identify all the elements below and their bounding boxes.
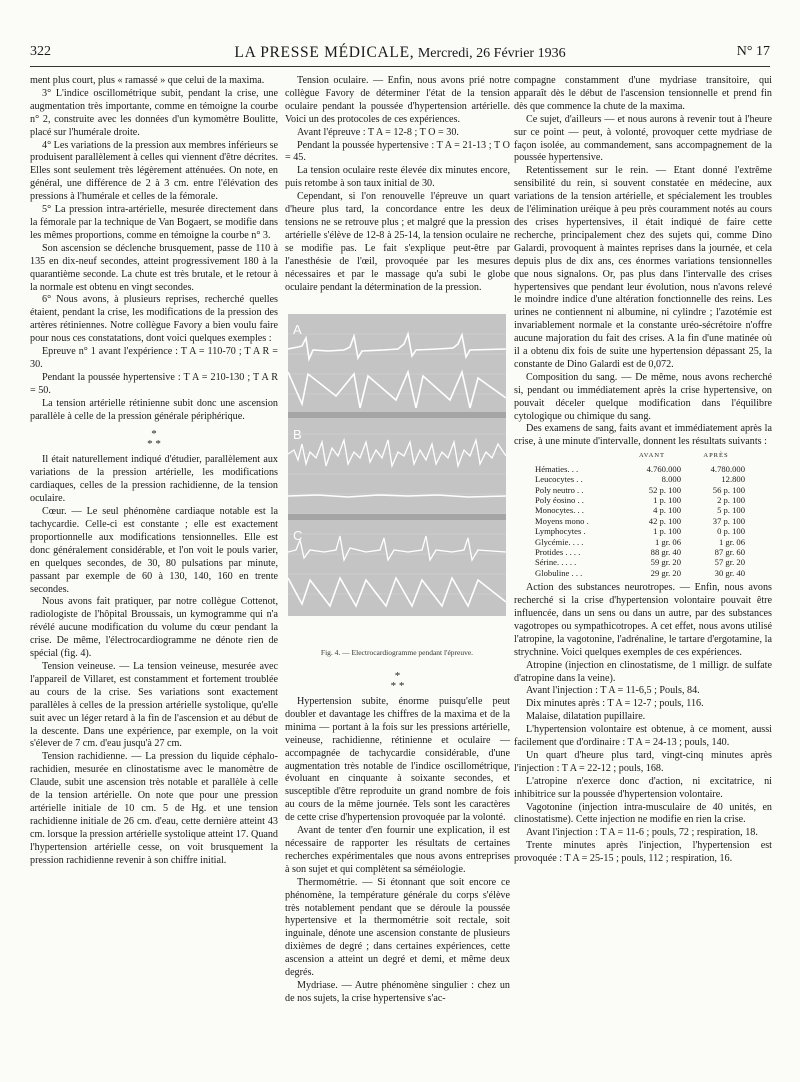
separator-star: * [394, 670, 401, 682]
figure-caption: Fig. 4. — Electrocardiogramme pendant l'épreuve. [320, 648, 474, 657]
table-row [532, 464, 748, 474]
paragraph: Retentissement sur le rein. — Etant donné l'extrême sensibilité du rein, si souvent constatée en médecine, aux variations de la tension artérielle, et spécialement les troubles de l'élimination uréique à peu près couramment notés au cours des crises hypertensives, il était indiqué de faire cette recherche, principalement chez des sujets qui, comme Dino Galardi, provoquent à maintes reprises dans la journée, et cela depuis plus de dix ans, ces énormes variations tensionnelles que nous signalons. Or, pas plus dans l'intervalle des crises hypertensives que pendant leur évolution, nous n'avons relevé le moindre indice d'une altération fonctionnelle des reins. Les urines ne contiennent ni albumine, ni cylindre ; l'azotémie est invariablement normale et la constante uréo-sécrétoire n'offre aucune majoration du fait des crises. A la fin d'une matinée où il a obtenu dix fois de suite une hypertension dépassant 25, la constante de Dino Galardi est de 0,072. [514, 165, 772, 370]
row-value: 56 p. 100 [712, 484, 745, 495]
trace-label-a: A [293, 322, 302, 337]
paragraph: Malaise, dilatation pupillaire. [526, 711, 646, 723]
running-title [30, 44, 770, 62]
paragraph: Nous avons fait pratiquer, par notre collègue Cottenot, radiologiste de l'hôpital Broussais, un kymogramme qui n'a révélé aucune modification du volume du cœur pendant la crise. De même, l'électrocardiogramme ne dénote rien de spécial (fig. 4). [30, 596, 278, 660]
separator-stars-row: * * [147, 438, 161, 451]
section-separator [285, 671, 510, 691]
separator-star: * [151, 428, 157, 441]
table-row [532, 485, 748, 495]
row-label: Leucocytes . . [535, 474, 583, 485]
row-value: 52 p. 100 [648, 484, 681, 495]
row-value: 30 gr. 40 [714, 567, 745, 578]
paragraph: 6° Nous avons, à plusieurs reprises, recherché quelles étaient, pendant la crise, les modifications de la pression des artères rétiniennes. Notre collègue Favory a bien voulu faire pour nous ces constatations, dont voici quelques exemples : [30, 294, 278, 345]
row-label: Moyens mono . [535, 515, 589, 526]
table-row [532, 568, 748, 578]
issue-number: N° 17 [736, 44, 770, 59]
row-label: Poly neutro . . [535, 484, 584, 495]
table-row [532, 557, 748, 567]
paragraph: Ce sujet, d'ailleurs — et nous aurons à revenir tout à l'heure sur ce point — peut, à volonté, provoquer cette mydriase de façon isolée, au commandement, sans accompagnement de la poussée hypertensive. [514, 113, 772, 164]
paragraph: Il était naturellement indiqué d'étudier, parallèlement aux variations de la pression artérielle, les modifications cardiaques, celles de la pression rachidienne, de la tension oculaire. [30, 454, 278, 505]
row-value: 42 p. 100 [648, 515, 681, 526]
row-label: Protides . . . . [535, 546, 581, 557]
table-row [532, 516, 748, 526]
row-value: 4.780.000 [710, 463, 745, 474]
column-middle-bottom [285, 665, 510, 1075]
row-value: 1 gr. 06 [654, 536, 681, 547]
page-number: 322 [30, 44, 51, 59]
paragraph: 3° L'indice oscillométrique subit, pendant la crise, une augmentation très importante, comme en témoigne la courbe n° 2, construite avec les données d'un kymomètre Boulitte, placé sur l'humérale droite. [30, 87, 278, 138]
row-value: 37 p. 100 [712, 515, 745, 526]
blood-results-table [532, 451, 748, 578]
table-row [532, 537, 748, 547]
row-label: Hématies. . . [535, 463, 579, 474]
paragraph: Mydriase. — Autre phénomène singulier : chez un de nos sujets, la crise hypertensive s'ac- [285, 979, 510, 1004]
row-label: Lymphocytes . [535, 526, 586, 537]
issue-date: Mercredi, 26 Février 1936 [417, 46, 566, 61]
paragraph: Thermométrie. — Si étonnant que soit encore ce phénomène, la température générale du corps s'élève très notablement pendant que se déroule la poussée hypertensive et la thermométrie soit rectale, soit inguinale, dénote une ascension constante de plusieurs dixièmes de degré ; dans certaines expériences, cette ascension a atteint un degré et demi, et même deux degrés. [285, 876, 510, 979]
paragraph: Trente minutes après l'injection, l'hypertension est provoquée : T A = 25-15 ; pouls, 112 ; respiration, 16. [514, 840, 772, 865]
paragraph: La tension artérielle rétinienne subit donc une ascension parallèle à celle de la pression générale périphérique. [30, 397, 278, 422]
row-label: Globuline . . . [535, 567, 583, 578]
row-label: Sérine. . . . . [535, 557, 577, 568]
row-label: Poly éosino . . [535, 494, 584, 505]
paragraph: Avant l'injection : T A = 11-6 ; pouls, 72 ; respiration, 18. [526, 827, 758, 839]
row-value: 12.800 [721, 474, 745, 485]
table-body [532, 464, 748, 578]
row-value: 88 gr. 40 [650, 546, 681, 557]
row-value: 1 gr. 06 [718, 536, 745, 547]
ecg-figure [288, 314, 506, 616]
column-left [30, 75, 278, 1075]
trace-label-b: B [293, 427, 302, 442]
paragraph: Action des substances neurotropes. — Enfin, nous avons recherché si la crise d'hypertension volontaire pouvait être influencée, dans un sens ou dans un autre, par des substances vagotropes ou sympathicotropes. A cet effet, nous avons utilisé l'atropine, la vagotonine, l'adrénaline, le tartare d'ergotamine, la strychnine. Voici quelques exemples de ces expériences. [514, 582, 772, 658]
paragraph: Pendant la poussée hypertensive : T A = 21-13 ; T O = 45. [285, 139, 510, 164]
row-value: 57 gr. 20 [714, 557, 745, 568]
paragraph: La tension oculaire reste élevée dix minutes encore, puis retombe à son taux initial de 30. [285, 165, 510, 190]
paragraph: Un quart d'heure plus tard, vingt-cinq minutes après l'injection : T A = 22-12 ; pouls, 168. [514, 749, 772, 774]
paragraph: Tension oculaire. — Enfin, nous avons prié notre collègue Favory de déterminer l'état de la tension oculaire pendant la poussée d'hypertension artérielle. Voici un des protocoles de ces expériences. [285, 75, 510, 125]
paragraph: Avant l'injection : T A = 11-6,5 ; Pouls, 84. [526, 685, 700, 697]
column-middle-top [285, 75, 510, 305]
paragraph: Hypertension subite, énorme puisqu'elle peut doubler et davantage les chiffres de la maxima et de la minima — portant à la fois sur les pressions artérielle, veineuse, rachidienne, rétinienne et oculaire — accompagnée de tachycardie considérable, d'une augmentation très notable de l'indice oscillométrique, évoluant en cinquante à soixante secondes, et susceptible d'être reproduite un grand nombre de fois au cours de la même journée. Tels sont les caractères de cette crise d'hypertension provoquée par la volonté. [285, 696, 510, 824]
paragraph: Des examens de sang, faits avant et immédiatement après la crise, à une minute d'intervalle, donnent les résultats suivants : [514, 423, 772, 448]
row-value: 5 p. 100 [717, 505, 745, 516]
paragraph: Epreuve n° 1 avant l'expérience : T A = 110-70 ; T A R = 30. [30, 346, 278, 370]
page-header [30, 44, 770, 67]
ecg-traces [288, 314, 506, 616]
paragraph: 5° La pression intra-artérielle, mesurée directement dans la fémorale par la technique de Van Bogaert, se modifie dans les mêmes proportions, comme en témoigne la courbe n° 3. [30, 204, 278, 241]
table-row [532, 474, 748, 484]
section-separator [30, 429, 278, 449]
row-value: 1 p. 100 [653, 526, 681, 537]
row-value: 2 p. 100 [717, 494, 745, 505]
paragraph: Composition du sang. — De même, nous avons recherché si, pendant ou immédiatement après la crise hypertensive, on pouvait déceler quelque modification dans l'équilibre cytologique ou chimique du sang. [514, 371, 772, 422]
paragraph: Cependant, si l'on renouvelle l'épreuve un quart d'heure plus tard, la concordance entre les deux tensions ne se retrouve plus ; et malgré que la pression artérielle s'élève de 12-8 à 25-14, la tension oculaire ne se modifie pas. Le fait s'explique peut-être par l'anesthésie de l'œil, provoquée par les mesures nécessaires et par le massage qu'a subi le globe oculaire pendant la détermination de la pression. [285, 191, 510, 293]
row-label: Glycémie. . . . [535, 536, 584, 547]
trace-label-c: C [293, 528, 303, 543]
row-value: 1 p. 100 [653, 494, 681, 505]
row-value: 4 p. 100 [653, 505, 681, 516]
paragraph: Pendant la poussée hypertensive : T A = 210-130 ; T A R = 50. [30, 371, 278, 396]
row-value: 87 gr. 60 [714, 546, 745, 557]
separator-stars-row: * * [390, 680, 405, 692]
paragraph: Son ascension se déclenche brusquement, passe de 110 à 135 en dix-neuf secondes, atteint progressivement 180 à la quarantième seconde. La chute est très brutale, et le retour à la normale est obtenu en vingt secondes. [30, 242, 278, 293]
table-row [532, 495, 748, 505]
paragraph: Vagotonine (injection intra-musculaire de 40 unités, en clinostatisme). Cette injection ne modifie en rien la crise. [514, 801, 772, 826]
table-row [532, 526, 748, 536]
paragraph: Tension veineuse. — La tension veineuse, mesurée avec l'appareil de Villaret, est constamment et fortement troublée au cours de la crise. Ses variations sont exactement parallèles à celles de la pression artérielle systolique, qu'elle suit avec un léger retard à la fin de l'ascension et au début de la descente. Dans une expérience, par exemple, on la voit s'élever de 7 cm. d'eau jusqu'à 27 cm. [30, 660, 278, 750]
paragraph: ment plus court, plus « ramassé » que celui de la maxima. [30, 75, 265, 86]
table-row [532, 505, 748, 515]
paragraph: compagne constamment d'une mydriase transitoire, qui apparaît dès le début de l'ascension tensionnelle et prend fin dès que commence la chute de la maxima. [514, 75, 772, 112]
paragraph: Avant de tenter d'en fournir une explication, il est nécessaire de rapporter les résultats de certaines recherches expérimentales que nous avons entreprises à son sujet et qui complètent sa séméiologie. [285, 825, 510, 875]
column-header: AVANT [638, 452, 666, 460]
table-header-row [532, 451, 748, 463]
row-label: Monocytes. . . [535, 505, 584, 516]
paragraph: 4° Les variations de la pression aux membres inférieurs se produisent parallèlement à celles qui viennent d'être décrites. Elles sont seulement très légèrement atténuées. On note, en général, une différence de 2 à 3 cm. entre l'élévation des pressions à l'humérale et celles de la fémorale. [30, 139, 278, 203]
publication-title: LA PRESSE MÉDICALE, [234, 44, 415, 61]
paragraph: L'atropine n'exerce donc d'action, ni excitatrice, ni inhibitrice sur la poussée d'hypertension volontaire. [514, 775, 772, 800]
row-value: 8.000 [661, 474, 681, 485]
column-right [514, 75, 772, 1075]
row-value: 0 p. 100 [717, 526, 745, 537]
paragraph: Cœur. — Le seul phénomène cardiaque notable est la tachycardie. Celle-ci est constante ; elle est exactement proportionnelle aux modifications tensionnelles. Elle est donc généralement considérable, et l'on voit le pouls varier, en quelques secondes, de 30, 80 pulsations par minute, passant par exemple de 60 à 130, 140, 160 en trente secondes. [30, 506, 278, 595]
paragraph: Dix minutes après : T A = 12-7 ; pouls, 116. [526, 698, 704, 710]
paragraph: Avant l'épreuve : T A = 12-8 ; T O = 30. [297, 126, 459, 138]
paragraph: Tension rachidienne. — La pression du liquide céphalo-rachidien, mesurée en clinostatisme avec le manomètre de Claude, subit une ascension très notable et parallèle à celle de la tension artérielle. On note que pour une pression artérielle initiale de 10 cm. 5 de Hg. et une tension rachidienne initiale de 26 cm. d'eau, cette dernière atteint 43 cm. lorsque la pression artérielle systolique atteint 17. Quand l'hypertension artérielle cesse, on voit brusquement la pression rachidienne revenir à son chiffre initial. [30, 751, 278, 866]
row-value: 29 gr. 20 [650, 567, 681, 578]
table-row [532, 547, 748, 557]
column-header: APRÈS [703, 452, 729, 460]
row-value: 4.760.000 [646, 463, 681, 474]
row-value: 59 gr. 20 [650, 557, 681, 568]
paragraph: Atropine (injection en clinostatisme, de 1 milligr. de sulfate d'atropine dans la veine). [514, 659, 772, 684]
paragraph: L'hypertension volontaire est obtenue, à ce moment, aussi facilement que d'ordinaire : T A = 24-13 ; pouls, 140. [514, 724, 772, 749]
